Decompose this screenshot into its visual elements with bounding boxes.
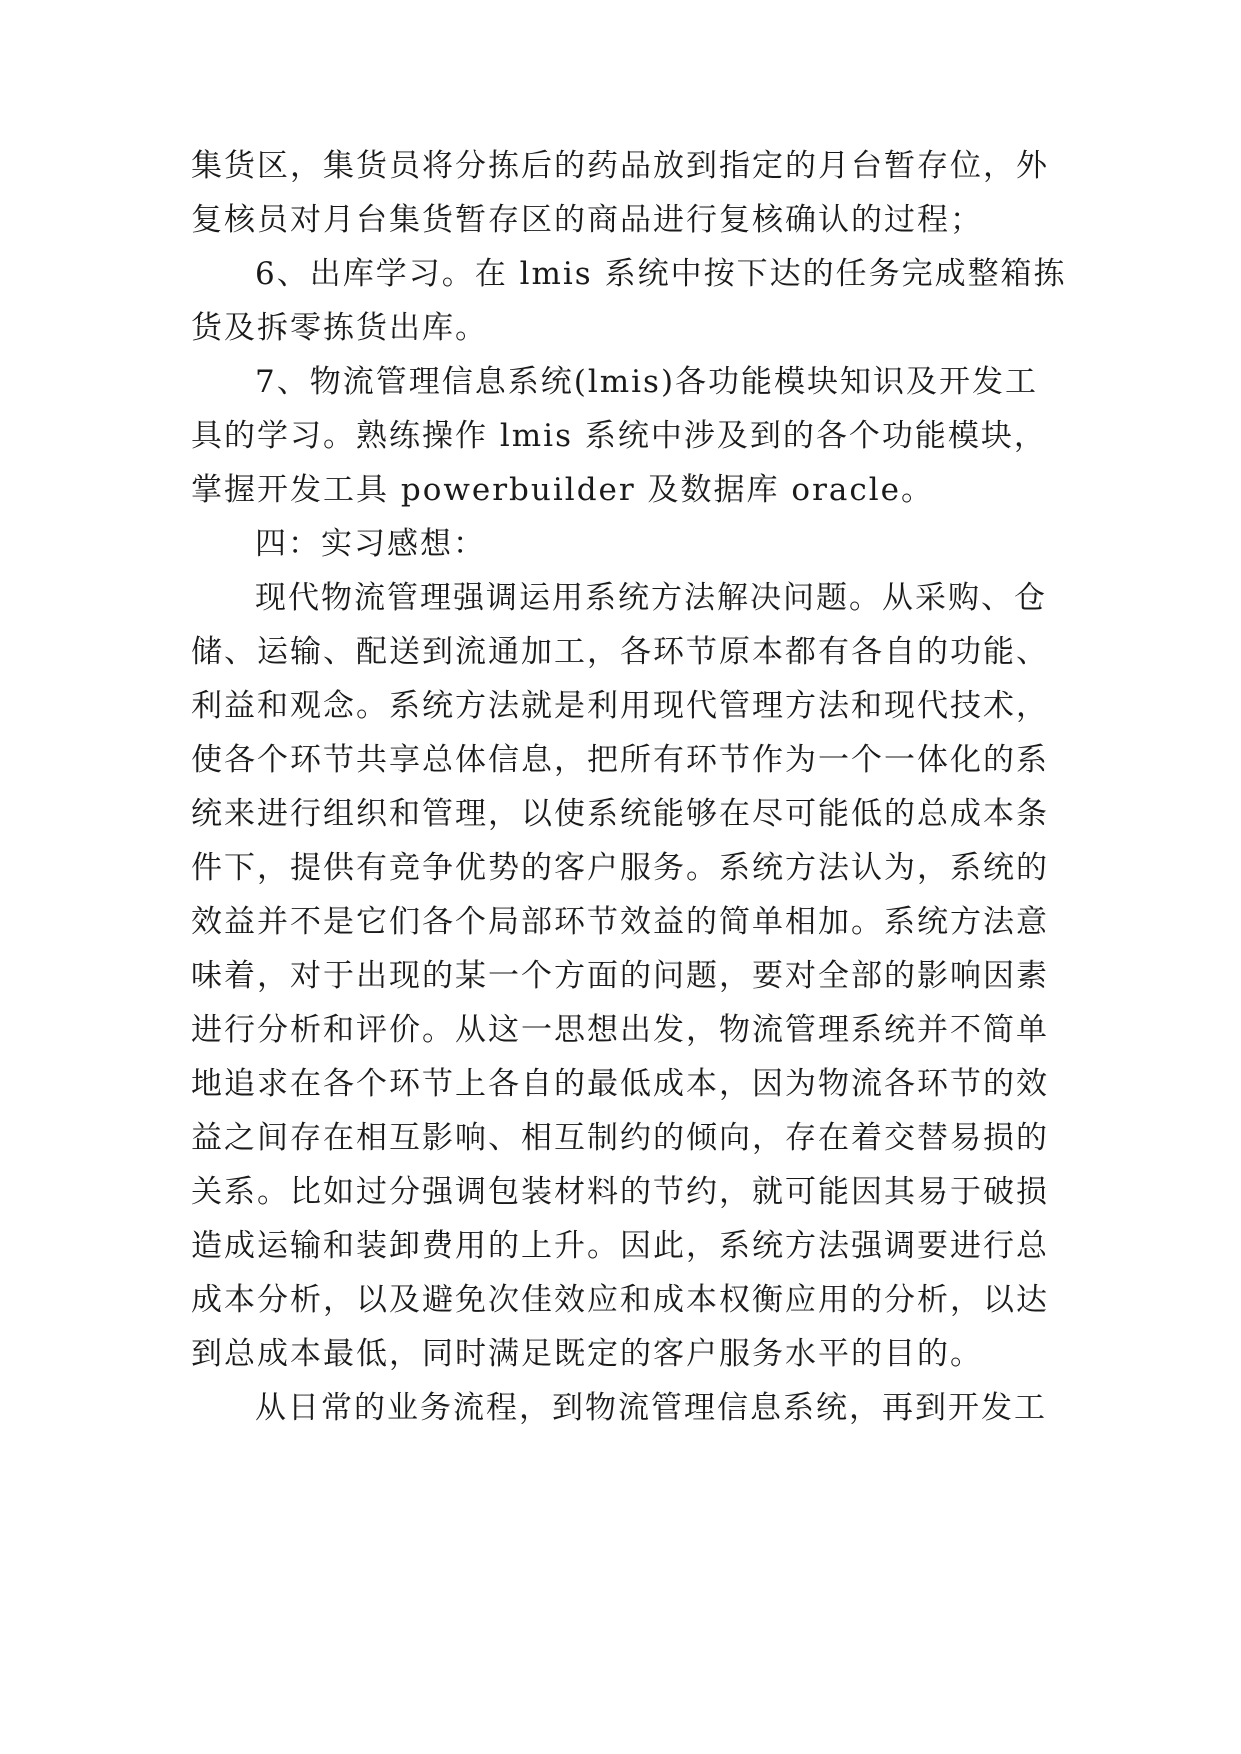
text-line: 造成运输和装卸费用的上升。因此，系统方法强调要进行总 bbox=[191, 1228, 1049, 1264]
list-item-6: 6、出库学习。在 lmis 系统中按下达的任务完成整箱拣 bbox=[255, 256, 1067, 292]
text-line: 关系。比如过分强调包装材料的节约，就可能因其易于破损 bbox=[191, 1174, 1049, 1210]
text-line: 成本分析，以及避免次佳效应和成本权衡应用的分析，以达 bbox=[191, 1282, 1049, 1318]
text-line: 利益和观念。系统方法就是利用现代管理方法和现代技术， bbox=[191, 688, 1049, 724]
text-line: 储、运输、配送到流通加工，各环节原本都有各自的功能、 bbox=[191, 634, 1049, 670]
text-line: 具的学习。熟练操作 lmis 系统中涉及到的各个功能模块， bbox=[191, 418, 1047, 454]
text-line: 掌握开发工具 powerbuilder 及数据库 oracle。 bbox=[191, 472, 935, 508]
section-heading: 四：实习感想： bbox=[255, 526, 486, 562]
text-line: 味着，对于出现的某一个方面的问题，要对全部的影响因素 bbox=[191, 958, 1049, 994]
text-line: 统来进行组织和管理，以使系统能够在尽可能低的总成本条 bbox=[191, 796, 1049, 832]
paragraph-start: 现代物流管理强调运用系统方法解决问题。从采购、仓 bbox=[255, 580, 1047, 616]
text-line: 件下，提供有竞争优势的客户服务。系统方法认为，系统的 bbox=[191, 850, 1049, 886]
text-line: 复核员对月台集货暂存区的商品进行复核确认的过程； bbox=[191, 202, 983, 238]
text-line: 到总成本最低，同时满足既定的客户服务水平的目的。 bbox=[191, 1336, 983, 1372]
text-line: 货及拆零拣货出库。 bbox=[191, 310, 488, 346]
list-item-7: 7、物流管理信息系统(lmis)各功能模块知识及开发工 bbox=[255, 364, 1039, 400]
text-line: 使各个环节共享总体信息，把所有环节作为一个一体化的系 bbox=[191, 742, 1049, 778]
text-line: 地追求在各个环节上各自的最低成本，因为物流各环节的效 bbox=[191, 1066, 1049, 1102]
text-line: 进行分析和评价。从这一思想出发，物流管理系统并不简单 bbox=[191, 1012, 1049, 1048]
text-line: 益之间存在相互影响、相互制约的倾向，存在着交替易损的 bbox=[191, 1120, 1049, 1156]
paragraph-start: 从日常的业务流程，到物流管理信息系统，再到开发工 bbox=[255, 1390, 1047, 1426]
text-line: 效益并不是它们各个局部环节效益的简单相加。系统方法意 bbox=[191, 904, 1049, 940]
text-line: 集货区，集货员将分拣后的药品放到指定的月台暂存位，外 bbox=[191, 148, 1049, 184]
